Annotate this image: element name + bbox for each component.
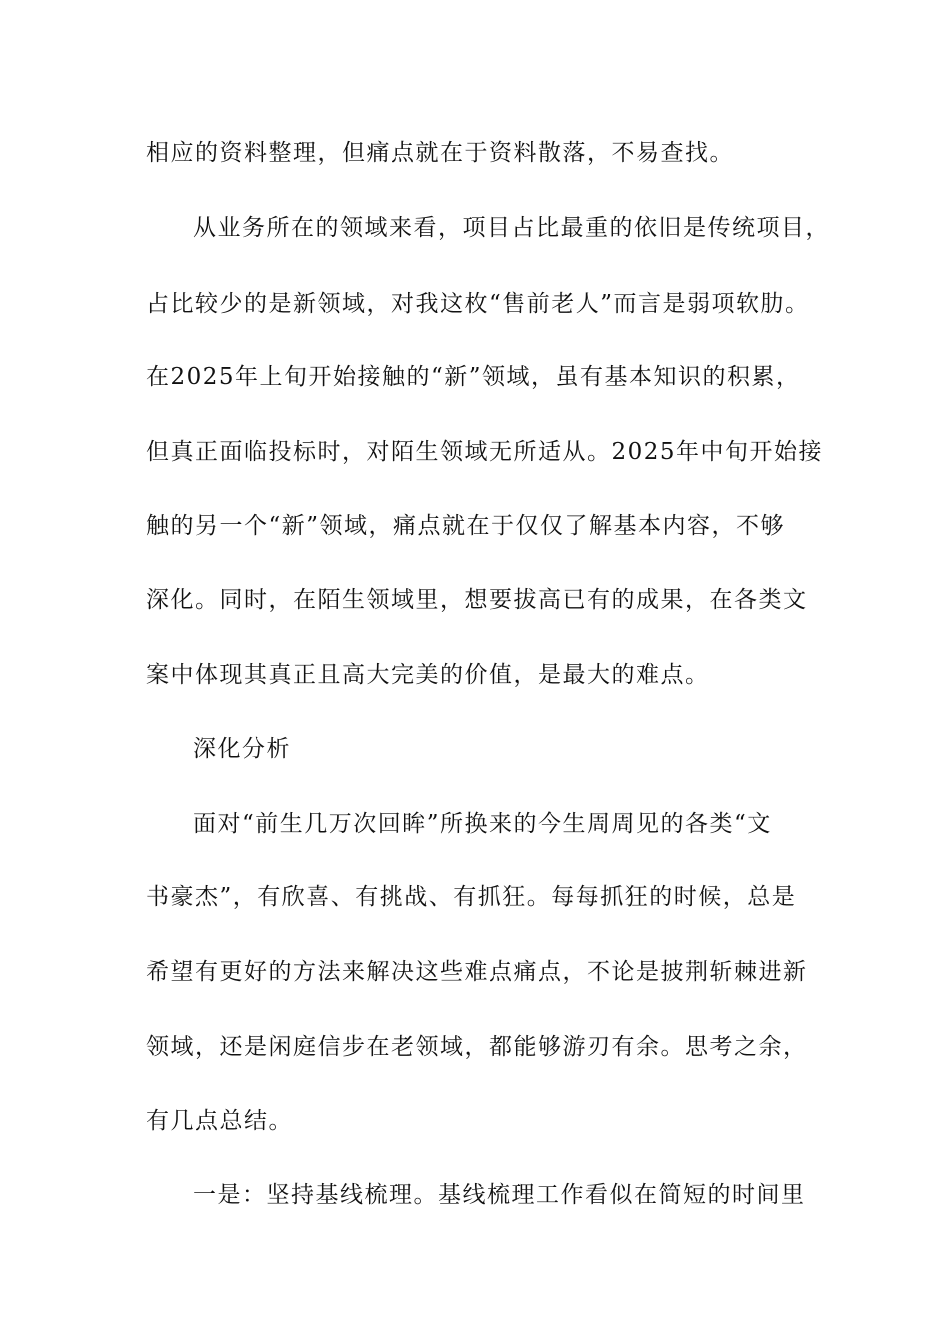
text-line-4: 在2025年上旬开始接触的“新”领域，虽有基本知识的积累， (146, 364, 801, 390)
text-line-8: 案中体现其真正且高大完美的价值，是最大的难点。 (146, 662, 710, 688)
text-line-10: 面对“前生几万次回眸”所换来的今生周周见的各类“文 (193, 811, 772, 837)
text-line-3: 占比较少的是新领域，对我这枚“售前老人”而言是弱项软肋。 (146, 291, 810, 317)
text-line-14: 有几点总结。 (146, 1108, 293, 1134)
text-line-2: 从业务所在的领域来看，项目占比最重的依旧是传统项目， (193, 215, 830, 241)
text-line-15: 一是：坚持基线梳理。基线梳理工作看似在简短的时间里 (193, 1182, 806, 1208)
text-line-1: 相应的资料整理，但痛点就在于资料散落，不易查找。 (146, 140, 734, 166)
text-line-7: 深化。同时，在陌生领域里，想要拔高已有的成果，在各类文 (146, 587, 808, 613)
text-line-11: 书豪杰”，有欣喜、有挑战、有抓狂。每每抓狂的时候，总是 (146, 884, 797, 910)
section-heading: 深化分析 (193, 736, 291, 762)
text-line-13: 领域，还是闲庭信步在老领域，都能够游刃有余。思考之余， (146, 1034, 808, 1060)
text-line-5: 但真正面临投标时，对陌生领域无所适从。2025年中旬开始接 (146, 439, 824, 465)
text-line-6: 触的另一个“新”领域，痛点就在于仅仅了解基本内容，不够 (146, 513, 786, 539)
text-line-12: 希望有更好的方法来解决这些难点痛点，不论是披荆斩棘进新 (146, 959, 808, 985)
